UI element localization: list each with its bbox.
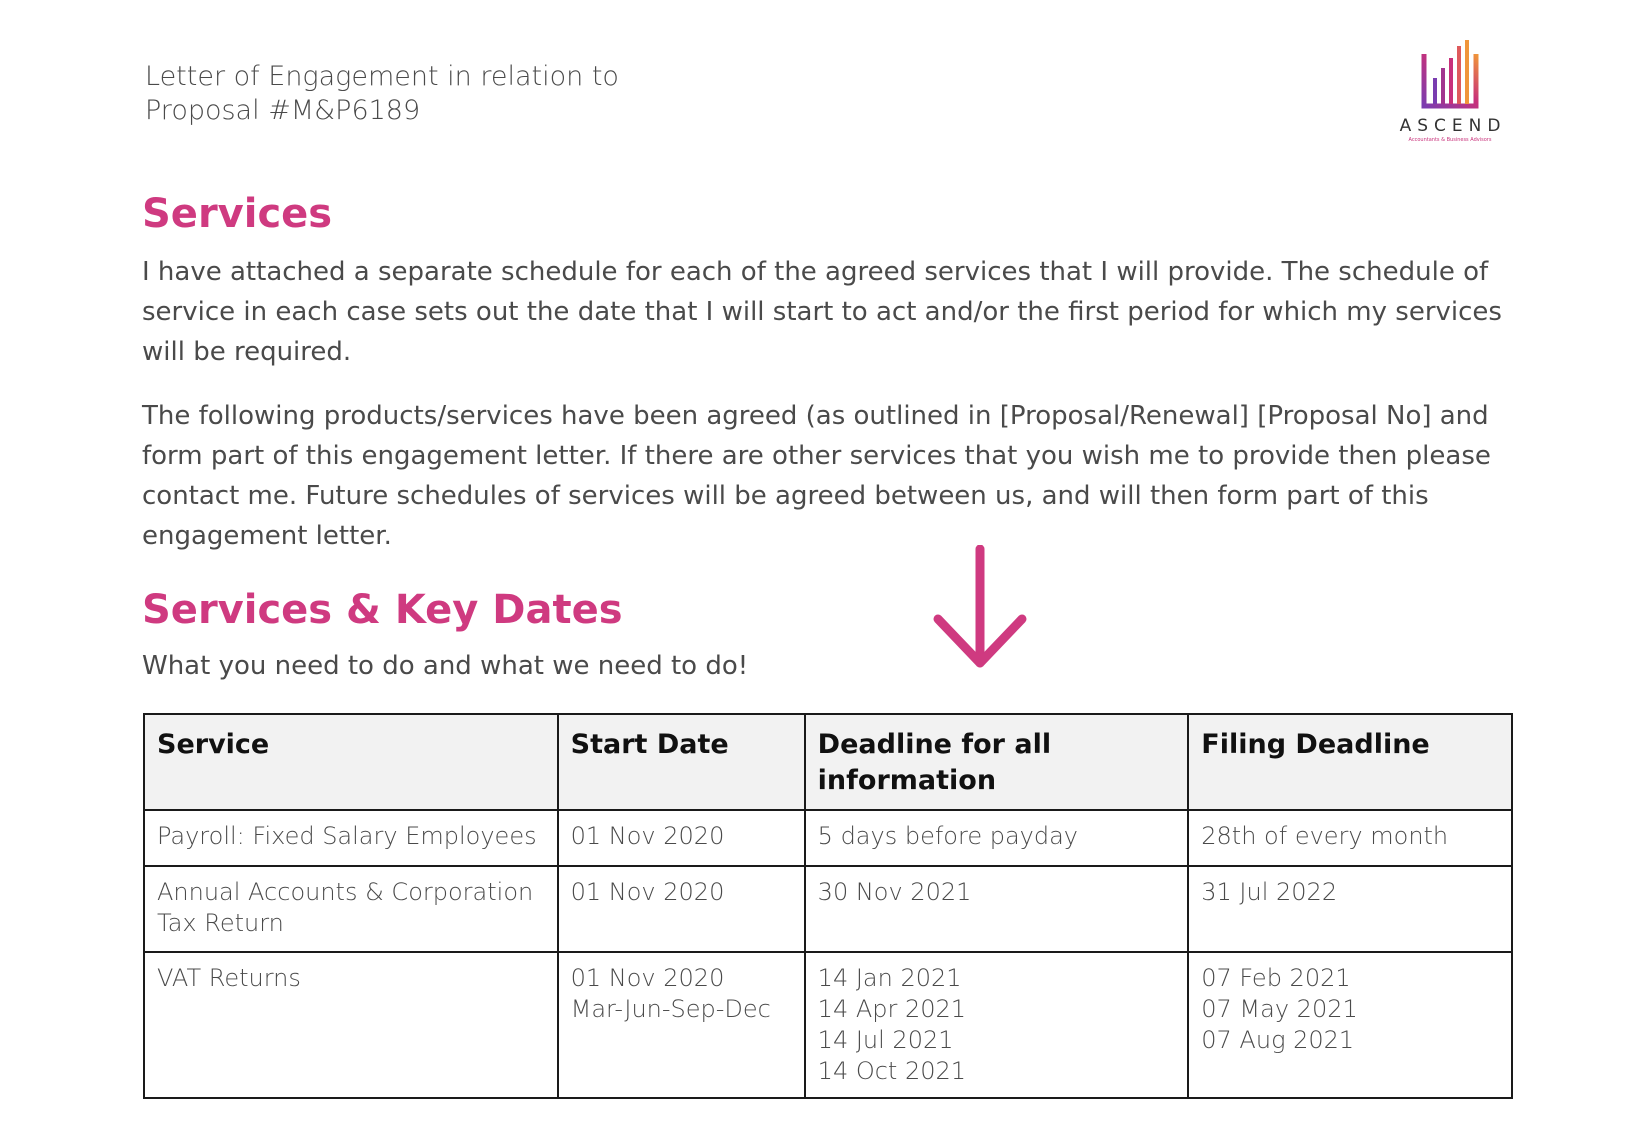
header-service: Service	[144, 714, 558, 810]
cell-text: 31 Jul 2022	[1201, 878, 1338, 906]
table-row	[144, 952, 1512, 1098]
letter-title-line1: Letter of Engagement in relation to	[145, 61, 619, 92]
cell-line: 14 Jul 2021	[817, 1026, 954, 1054]
cell-service	[144, 952, 558, 1098]
cell-text: 28th of every month	[1201, 822, 1449, 850]
cell-text: 01 Nov 2020	[570, 878, 725, 906]
services-key-dates-table	[143, 713, 1513, 1099]
cell-text: Payroll: Fixed Salary Employees	[157, 822, 537, 850]
cell-line: 07 May 2021	[1201, 995, 1358, 1023]
logo-wordmark: ASCEND	[1399, 116, 1507, 136]
ascend-logo	[1380, 40, 1520, 155]
table-header-row	[144, 714, 1512, 810]
header-start-date: Start Date	[558, 714, 805, 810]
letter-title	[145, 60, 619, 128]
cell-line: 14 Apr 2021	[817, 995, 967, 1023]
table-row	[144, 810, 1512, 866]
cell-text: VAT Returns	[157, 964, 301, 992]
cell-line: 14 Oct 2021	[817, 1057, 967, 1085]
cell-filing	[1188, 810, 1512, 866]
cell-start-date	[558, 952, 805, 1098]
services-paragraph-2: The following products/services have been agreed (as outlined in [Proposal/Renewal] [Proposal No] and form part of this engagement letter. If there are other services that you wish me to provide then please contact me. Future schedules of services will be agreed between us, and will then form part of this engagement letter.	[142, 401, 1491, 551]
cell-line: Mar-Jun-Sep-Dec	[570, 995, 771, 1023]
cell-filing	[1188, 866, 1512, 952]
key-dates-subtitle: What you need to do and what we need to do!	[142, 651, 749, 681]
cell-deadline	[805, 866, 1189, 952]
cell-service	[144, 810, 558, 866]
cell-service: Annual Accounts & Corporation Tax Return	[144, 866, 558, 952]
cell-deadline	[805, 952, 1189, 1098]
cell-line: 01 Nov 2020	[570, 964, 725, 992]
logo-tagline: Accountants & Business Advisors	[1408, 137, 1492, 143]
cell-line: 07 Aug 2021	[1201, 1026, 1355, 1054]
cell-text: 5 days before payday	[817, 822, 1079, 850]
table-row	[144, 866, 1512, 952]
cell-text: 01 Nov 2020	[570, 822, 725, 850]
cell-line: 14 Jan 2021	[817, 964, 962, 992]
down-arrow-icon	[930, 545, 1030, 675]
cell-line: 07 Feb 2021	[1201, 964, 1351, 992]
header-deadline-info: Deadline for all information	[805, 714, 1189, 810]
cell-filing	[1188, 952, 1512, 1098]
header-filing-deadline: Filing Deadline	[1188, 714, 1512, 810]
cell-text: 30 Nov 2021	[817, 878, 972, 906]
cell-start-date	[558, 866, 805, 952]
services-heading: Services	[142, 191, 333, 237]
key-dates-heading: Services & Key Dates	[142, 587, 623, 633]
cell-deadline	[805, 810, 1189, 866]
cell-start-date	[558, 810, 805, 866]
letter-title-line2: Proposal #M&P6189	[145, 95, 421, 126]
services-paragraph-1: I have attached a separate schedule for each of the agreed services that I will provide. The schedule of service in each case sets out the date that I will start to act and/or the first period for which my services will be required.	[142, 257, 1502, 367]
ascend-logo-mark-icon	[1420, 40, 1480, 112]
